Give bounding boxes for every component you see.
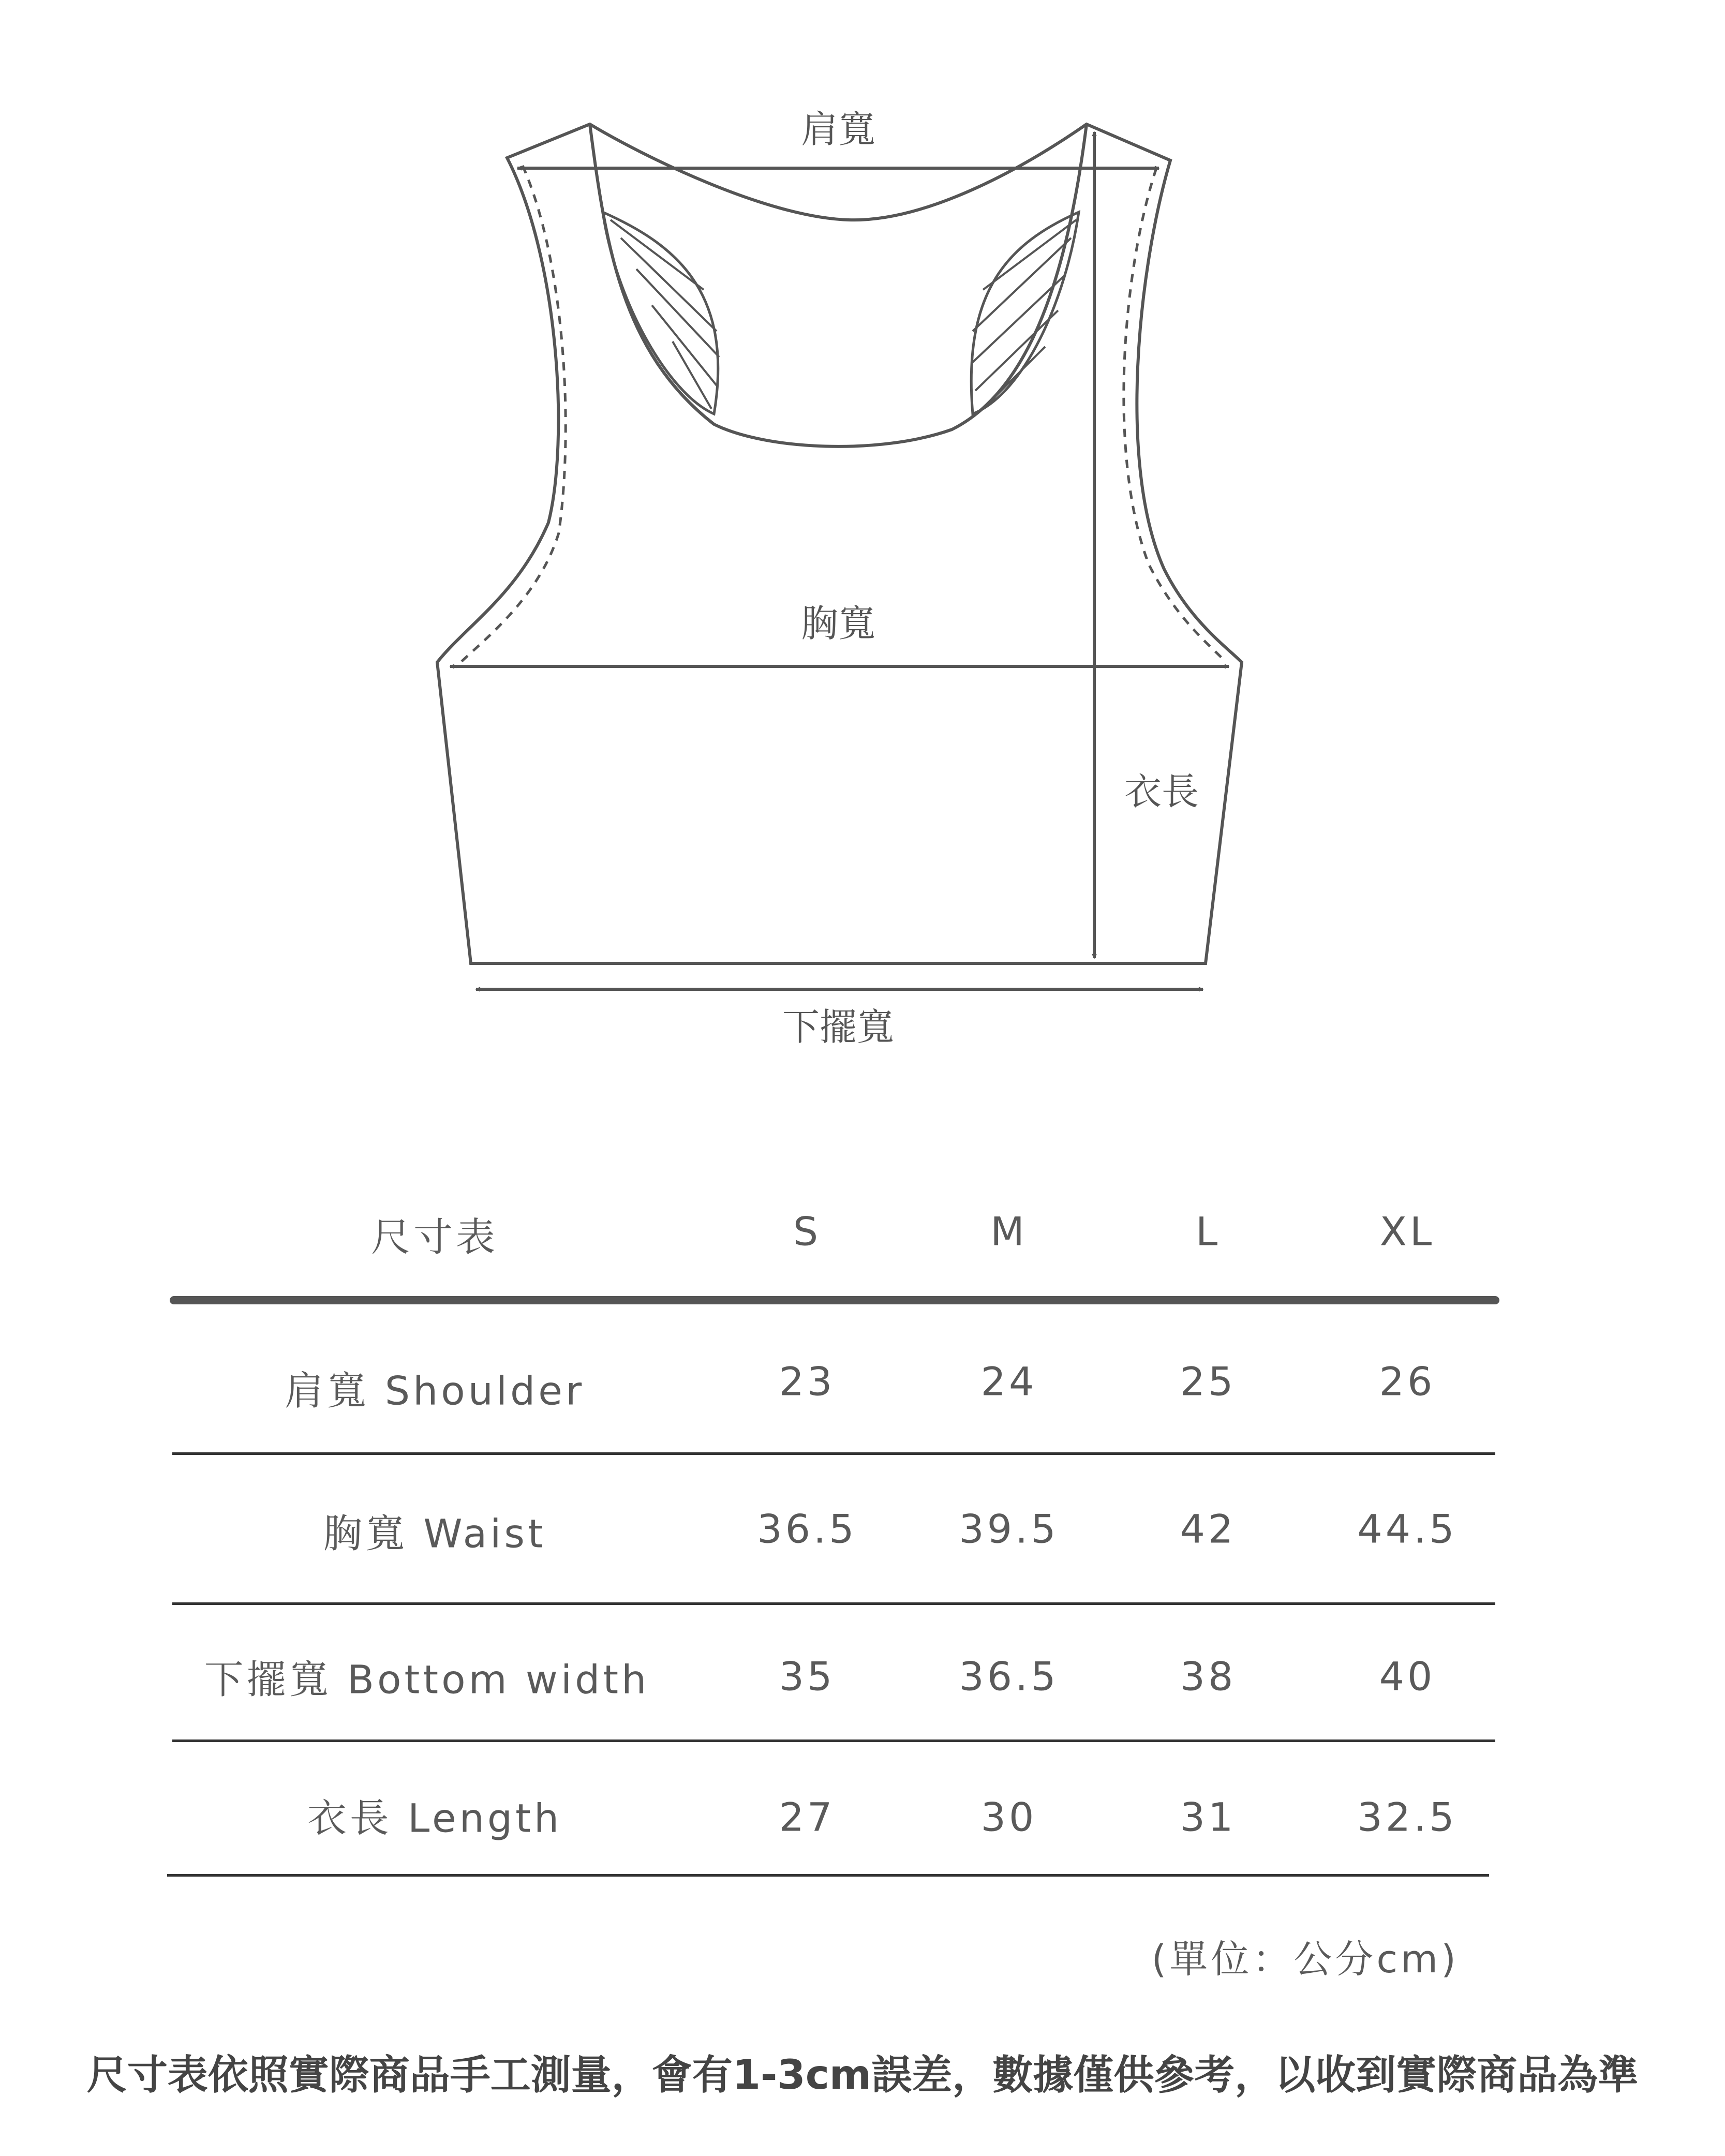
cell-length-m: 30 bbox=[980, 1794, 1037, 1840]
cell-waist-l: 42 bbox=[1180, 1506, 1237, 1552]
chest-label: 胸寬 bbox=[800, 602, 876, 645]
cell-bottom-width-l: 38 bbox=[1180, 1653, 1237, 1700]
cell-length-xl: 32.5 bbox=[1357, 1794, 1458, 1840]
cell-waist-m: 39.5 bbox=[959, 1506, 1059, 1552]
row-divider bbox=[172, 1739, 1495, 1742]
cell-waist-xl: 44.5 bbox=[1357, 1506, 1458, 1552]
cell-shoulder-l: 25 bbox=[1180, 1358, 1237, 1405]
measurement-disclaimer: 尺寸表依照實際商品手工測量，會有1-3cm誤差，數據僅供參考，以收到實際商品為準 bbox=[86, 2052, 1639, 2099]
row-label-bottom-width: 下擺寬 Bottom width bbox=[204, 1656, 650, 1703]
cell-shoulder-s: 23 bbox=[779, 1358, 836, 1405]
table-header-title: 尺寸表 bbox=[371, 1214, 498, 1260]
shoulder-label: 肩寬 bbox=[800, 108, 876, 151]
cell-shoulder-xl: 26 bbox=[1379, 1358, 1436, 1405]
length-label: 衣長 bbox=[1124, 770, 1199, 813]
row-divider bbox=[172, 1602, 1495, 1605]
row-label-shoulder: 肩寬 Shoulder bbox=[284, 1367, 585, 1414]
table-header-size-m: M bbox=[990, 1208, 1028, 1255]
cell-shoulder-m: 24 bbox=[980, 1358, 1037, 1405]
cell-bottom-width-xl: 40 bbox=[1379, 1653, 1436, 1700]
cell-bottom-width-m: 36.5 bbox=[959, 1653, 1059, 1700]
table-header-size-s: S bbox=[793, 1208, 822, 1255]
cell-length-s: 27 bbox=[779, 1794, 836, 1840]
unit-note: (單位：公分cm) bbox=[1151, 1937, 1459, 1982]
cell-bottom-width-s: 35 bbox=[779, 1653, 836, 1700]
table-header-size-l: L bbox=[1195, 1208, 1221, 1255]
table-header-size-xl: XL bbox=[1379, 1208, 1435, 1255]
cell-waist-s: 36.5 bbox=[757, 1506, 857, 1552]
row-label-length: 衣長 Length bbox=[307, 1795, 562, 1841]
row-divider bbox=[172, 1452, 1495, 1455]
row-label-waist: 胸寬 Waist bbox=[323, 1510, 546, 1557]
table-bottom-border bbox=[167, 1874, 1489, 1877]
hem-label: 下擺寬 bbox=[782, 1005, 895, 1049]
cell-length-l: 31 bbox=[1180, 1794, 1237, 1840]
header-divider bbox=[170, 1296, 1499, 1304]
